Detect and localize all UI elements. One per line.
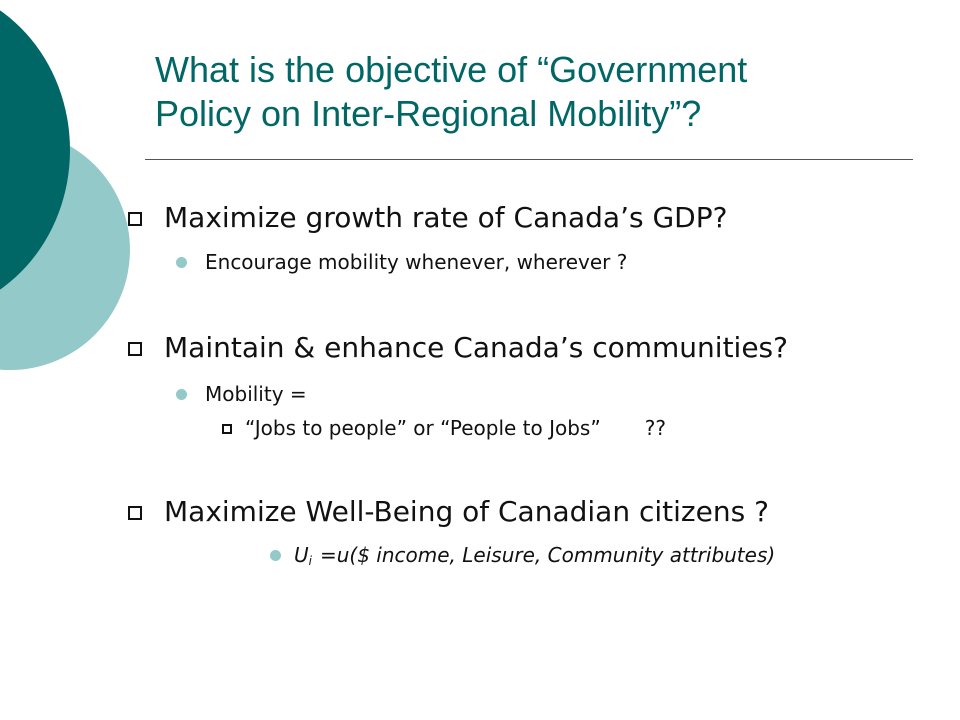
slide-title-line-1: What is the objective of “Government: [155, 49, 748, 90]
slide-title: [155, 48, 915, 136]
sub-sub-bullet-2-1-1-text: “Jobs to people” or “People to Jobs”: [245, 416, 601, 440]
sub-bullet-1-1-text: Encourage mobility whenever, wherever ?: [205, 250, 628, 274]
hollow-square-icon: [128, 342, 142, 356]
sub-bullet-2-1: [176, 381, 307, 407]
utility-formula: [294, 543, 775, 567]
bullet-item-3-text: Maximize Well-Being of Canadian citizens ?: [164, 495, 769, 528]
hollow-square-icon: [128, 506, 142, 520]
title-divider: [145, 159, 913, 160]
bullet-item-2-text: Maintain & enhance Canada’s communities?: [164, 331, 788, 364]
filled-circle-icon: [176, 389, 187, 400]
hollow-square-icon: [222, 424, 232, 434]
utility-expression: =u($ income, Leisure, Community attributes): [319, 543, 776, 567]
bullet-item-3: [128, 495, 769, 529]
utility-subscript: i: [308, 554, 312, 568]
bullet-item-1: [128, 201, 727, 235]
filled-circle-icon: [270, 550, 281, 561]
slide-title-line-2: Policy on Inter-Regional Mobility”?: [155, 93, 702, 134]
bullet-item-2: [128, 331, 788, 365]
sub-bullet-2-1-text: Mobility =: [205, 382, 307, 406]
sub-bullet-3-1: [270, 542, 775, 568]
sub-bullet-1-1: [176, 249, 627, 275]
utility-variable: U: [294, 543, 309, 567]
filled-circle-icon: [176, 257, 187, 268]
sub-sub-bullet-2-1-1: [222, 415, 666, 441]
bullet-item-1-text: Maximize growth rate of Canada’s GDP?: [164, 201, 728, 234]
sub-sub-bullet-2-1-1-suffix: ??: [644, 416, 666, 440]
hollow-square-icon: [128, 212, 142, 226]
